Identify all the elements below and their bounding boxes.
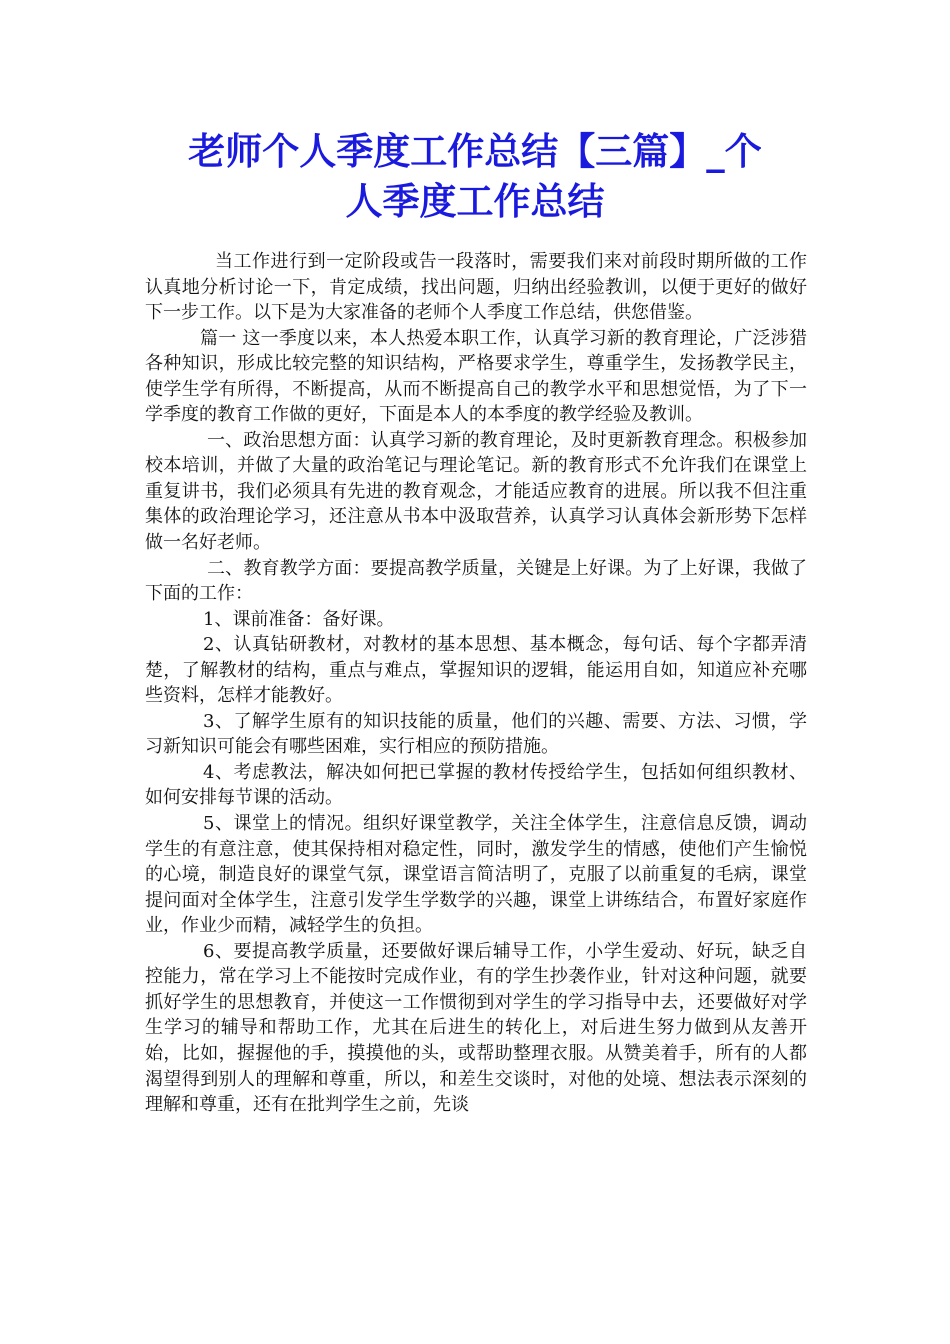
document-title — [140, 126, 810, 226]
document-title-line-2: 人季度工作总结 — [345, 179, 605, 223]
paragraph-item-4: 4、考虑教法，解决如何把已掌握的教材传授给学生，包括如何组织教材、如何安排每节课的活动。 — [145, 761, 807, 809]
paragraph-item-5: 5、课堂上的情况。组织好课堂教学，关注全体学生，注意信息反馈，调动学生的有意注意，使其保持相对稳定性，同时，激发学生的情感，使他们产生愉悦的心境，制造良好的课堂气氛，课堂语言简洁明了，克服了以前重复的毛病，课堂提问面对全体学生，注意引发学生学数学的兴趣，课堂上讲练结合，布置好家庭作业，作业少而精，减轻学生的负担。 — [145, 813, 807, 937]
paragraph-item-6: 6、要提高教学质量，还要做好课后辅导工作，小学生爱动、好玩，缺乏自控能力，常在学习上不能按时完成作业，有的学生抄袭作业，针对这种问题，就要抓好学生的思想教育，并使这一工作惯彻到对学生的学习指导中去，还要做好对学生学习的辅导和帮助工作，尤其在后进生的转化上，对后进生努力做到从友善开始，比如，握握他的手，摸摸他的头，或帮助整理衣服。从赞美着手，所有的人都渴望得到别人的理解和尊重，所以，和差生交谈时，对他的处境、想法表示深刻的理解和尊重，还有在批判学生之前，先谈 — [145, 940, 807, 1116]
paragraph-item-3: 3、了解学生原有的知识技能的质量，他们的兴趣、需要、方法、习惯，学习新知识可能会有哪些困难，实行相应的预防措施。 — [145, 710, 807, 758]
document-title-line-1: 老师个人季度工作总结【三篇】_个 — [188, 129, 762, 173]
paragraph-part-one: 篇一 这一季度以来，本人热爱本职工作，认真学习新的教育理论，广泛涉猎各种知识，形成比较完整的知识结构，严格要求学生，尊重学生，发扬教学民主，使学生学有所得，不断提高，从而不断提高自己的教学水平和思想觉悟，为了下一学季度的教育工作做的更好，下面是本人的本季度的教学经验及教训。 — [145, 327, 807, 426]
paragraph-teaching: 二、教育教学方面：要提高教学质量，关键是上好课。为了上好课，我做了下面的工作： — [145, 557, 807, 605]
paragraph-intro: 当工作进行到一定阶段或告一段落时，需要我们来对前段时期所做的工作认真地分析讨论一下，肯定成绩，找出问题，归纳出经验教训，以便于更好的做好下一步工作。以下是为大家准备的老师个人季度工作总结，供您借鉴。 — [145, 251, 807, 324]
paragraph-item-1: 1、课前准备：备好课。 — [203, 608, 395, 630]
paragraph-item-2: 2、认真钻研教材，对教材的基本思想、基本概念，每句话、每个字都弄清楚，了解教材的结构，重点与难点，掌握知识的逻辑，能运用自如，知道应补充哪些资料，怎样才能教好。 — [145, 634, 807, 707]
document-body — [145, 249, 807, 1118]
paragraph-political: 一、政治思想方面：认真学习新的教育理论，及时更新教育理念。积极参加校本培训，并做了大量的政治笔记与理论笔记。新的教育形式不允许我们在课堂上重复讲书，我们必须具有先进的教育观念，才能适应教育的进展。所以我不但注重集体的政治理论学习，还注意从书本中汲取营养，认真学习认真体会新形势下怎样做一名好老师。 — [145, 429, 807, 554]
